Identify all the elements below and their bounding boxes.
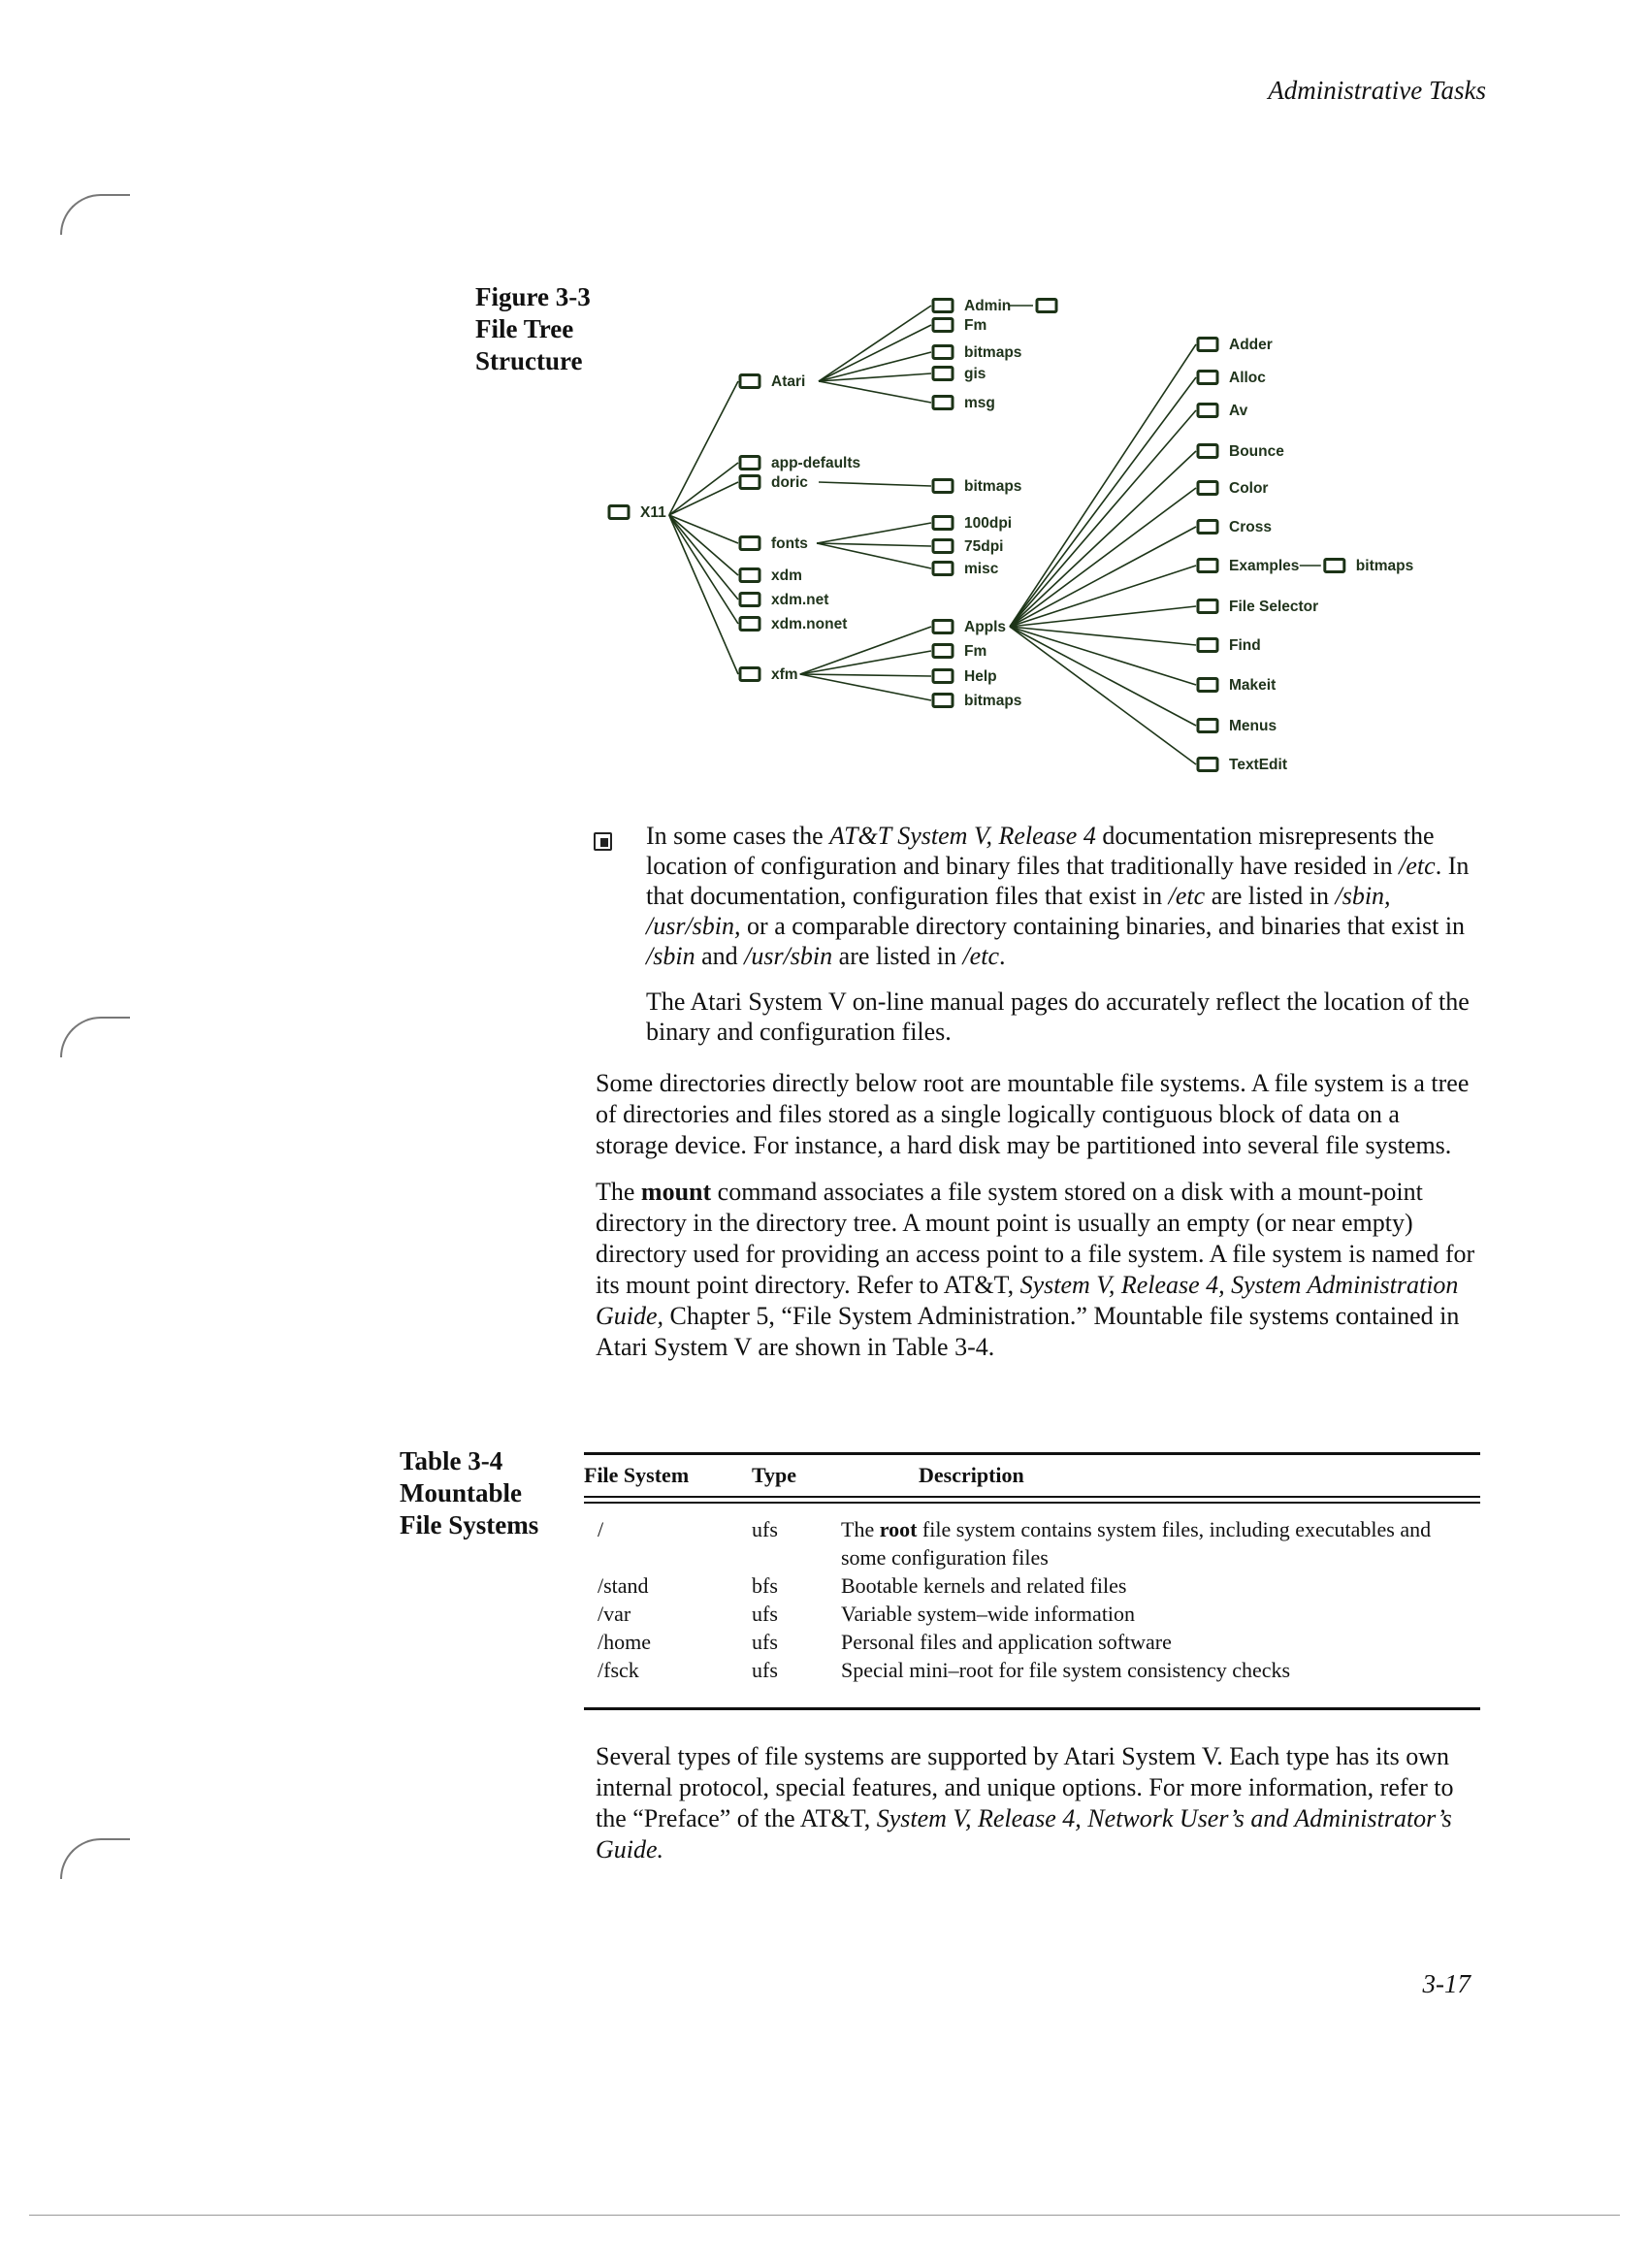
tree-branch-line [817,543,931,568]
tree-node-label: Admin [964,298,1012,314]
table-row [584,1628,1476,1656]
folder-icon [1198,405,1217,417]
tree-node-label: 75dpi [964,538,1004,555]
tree-branch-line [800,651,931,674]
folder-icon [933,368,953,380]
cell-description: Special mini–root for file system consistency checks [841,1658,1291,1682]
tree-branch-line [817,523,931,543]
tree-node-label: Atari [771,373,806,390]
cell-filesystem: / [598,1517,604,1541]
page-number: 3-17 [1422,1969,1471,1998]
tree-node-label: Fm [964,317,987,334]
tree-node-label: fonts [771,535,808,552]
folder-icon [1198,339,1217,351]
tree-node-label: app-defaults [771,455,861,471]
folder-icon [609,506,629,519]
tree-node-label: msg [964,395,995,411]
cell-type: ufs [752,1602,778,1626]
tree-node-label: Cross [1229,519,1272,535]
figure-caption-line: Structure [475,346,583,375]
tree-branch-line [669,515,738,575]
folder-icon [1198,521,1217,534]
tree-node-label: bitmaps [1355,558,1414,574]
tree-node-label: xdm [771,567,802,584]
folder-icon [933,480,953,493]
tree-node-label: Alloc [1229,370,1266,386]
cell-filesystem: /stand [598,1573,649,1598]
tree-node-label: Examples [1229,558,1300,574]
tree-node-label: Makeit [1229,677,1277,694]
table-row [584,1515,1476,1571]
column-header: Type [752,1463,797,1487]
tree-node-label: Fm [964,643,987,660]
table-caption-line: File Systems [400,1510,539,1539]
paragraph-types: Several types of file systems are supported by Atari System V. Each type has its own internal protocol, special features, and unique options. For more information, refer to the “Preface” of the AT&T, System V, Release 4, Network User’s and Administrator’s Guide. [596,1742,1454,1863]
tree-node-label: bitmaps [964,693,1022,709]
tree-node-label: Appls [964,619,1007,635]
file-tree-diagram [582,276,1513,800]
folder-icon [933,346,953,359]
tree-node-label: xdm.net [771,592,829,608]
folder-icon [933,645,953,658]
figure-caption-line: Figure 3-3 [475,282,591,311]
folder-icon [933,695,953,707]
folder-icon [1325,560,1344,572]
tree-branch-line [817,543,931,546]
table-row [584,1600,1476,1628]
tree-branch-line [800,674,931,700]
tree-node-label: Bounce [1229,443,1284,460]
folder-icon [933,517,953,530]
tree-branch-line [669,463,738,515]
tree-branch-line [1010,410,1196,627]
folder-icon [933,621,953,633]
tree-node-label: xfm [771,666,798,683]
cell-type: ufs [752,1517,778,1541]
tree-branch-line [819,306,931,381]
cell-type: ufs [752,1658,778,1682]
tree-branch-line [819,381,931,403]
cell-description: Bootable kernels and related files [841,1573,1127,1598]
folder-icon [1198,445,1217,458]
note-bullet-icon [594,832,612,851]
folder-icon [933,540,953,553]
folder-icon [1198,679,1217,692]
cell-type: ufs [752,1630,778,1654]
tree-node-label: xdm.nonet [771,616,848,632]
mountable-filesystems-table [584,1451,1476,1684]
table-caption [400,1445,538,1541]
folder-icon [1198,759,1217,771]
folder-icon [740,375,760,388]
folder-icon [740,668,760,681]
tree-branch-line [669,515,738,599]
note-bullet-block [646,821,1480,1062]
tree-branch-line [1010,627,1196,764]
running-header: Administrative Tasks [1268,76,1486,105]
folder-icon [1037,300,1056,312]
tree-branch-line [800,674,931,676]
tree-root-label: X11 [640,504,666,521]
tree-branch-line [669,381,738,515]
column-header: File System [584,1463,690,1487]
folder-icon [933,670,953,683]
tree-node-label: Find [1229,637,1261,654]
closing-text-block [596,1741,1478,1881]
table-row [584,1656,1476,1684]
tree-branch-line [1010,451,1196,627]
tree-branch-line [1010,488,1196,627]
table-caption-line: Mountable [400,1478,523,1507]
note-paragraph: In some cases the AT&T System V, Release 4 documentation misrepresents the location of configuration and binary files that traditionally have resided in /etc. In that documentation, configuration files that exist in /etc are listed in /sbin, /usr/sbin, or a comparable directory containing binaries, and binaries that exist in /sbin and /usr/sbin are listed in /etc. [646,822,1470,970]
table-bottom-rule [584,1707,1480,1710]
folder-icon [740,476,760,489]
tree-node-label: bitmaps [964,478,1022,495]
cell-filesystem: /fsck [598,1658,639,1682]
folder-icon [933,397,953,409]
table-header-row [584,1451,1476,1498]
note-paragraph-2: The Atari System V on-line manual pages do accurately reflect the location of the binary and configuration files. [646,988,1470,1046]
cell-filesystem: /var [598,1602,631,1626]
folder-icon [740,457,760,470]
tree-branch-line [1010,377,1196,627]
folder-icon [740,618,760,631]
folder-icon [740,569,760,582]
tree-branch-line [1010,344,1196,627]
tree-branch-line [800,627,931,674]
tree-branch-line [669,515,738,624]
tree-node-label: Color [1229,480,1269,497]
column-header: Description [919,1463,1024,1487]
tree-branch-line [819,325,931,381]
cell-filesystem: /home [598,1630,651,1654]
tree-node-label: Menus [1229,718,1277,734]
tree-node-label: Adder [1229,337,1273,353]
folder-icon [1198,720,1217,732]
tree-branch-line [819,482,931,486]
tree-branch-line [1010,566,1196,627]
folder-icon [740,537,760,550]
paragraph-filesystems: Some directories directly below root are mountable file systems. A file system is a tree of directories and files stored as a single logically contiguous block of data on a storage device. For instance, a hard disk may be partitioned into several file systems. [596,1069,1470,1159]
binder-hole-mark [60,1838,130,1879]
cell-type: bfs [752,1573,778,1598]
cell-description: The root file system contains system files, including executables and some configuration files [841,1517,1432,1570]
tree-branch-line [1010,606,1196,627]
figure-caption [475,281,591,377]
cell-description: Variable system–wide information [841,1602,1136,1626]
tree-node-label: Help [964,668,997,685]
folder-icon [1198,372,1217,384]
tree-node-label: bitmaps [964,344,1022,361]
binder-hole-mark [60,194,130,235]
main-text-block [596,1068,1478,1378]
tree-node-label: File Selector [1229,599,1319,615]
paragraph-mount: The mount command associates a file system stored on a disk with a mount-point directory in the directory tree. A mount point is usually an empty (or near empty) directory used for providing an access point to a file system. A file system is named for its mount point directory. Refer to AT&T, System V, Release 4, System Administration Guide, Chapter 5, “File System Administration.” Mountable file systems contained in Atari System V are shown in Table 3-4. [596,1178,1475,1361]
folder-icon [933,300,953,312]
cell-description: Personal files and application software [841,1630,1172,1654]
folder-icon [933,563,953,575]
tree-node-label: 100dpi [964,515,1013,532]
tree-node-label: doric [771,474,808,491]
tree-node-label: misc [964,561,999,577]
folder-icon [933,319,953,332]
folder-icon [740,594,760,606]
tree-branch-line [1010,527,1196,627]
table-caption-line: Table 3-4 [400,1446,503,1475]
tree-node-label: gis [964,366,986,382]
folder-icon [1198,600,1217,613]
table-row [584,1571,1476,1600]
tree-branch-line [669,482,738,515]
tree-node-label: TextEdit [1229,757,1287,773]
tree-node-label: Av [1229,403,1248,419]
binder-hole-mark [60,1017,130,1057]
figure-caption-line: File Tree [475,314,574,343]
folder-icon [1198,639,1217,652]
page-bottom-rule [29,2215,1620,2216]
folder-icon [1198,560,1217,572]
folder-icon [1198,482,1217,495]
